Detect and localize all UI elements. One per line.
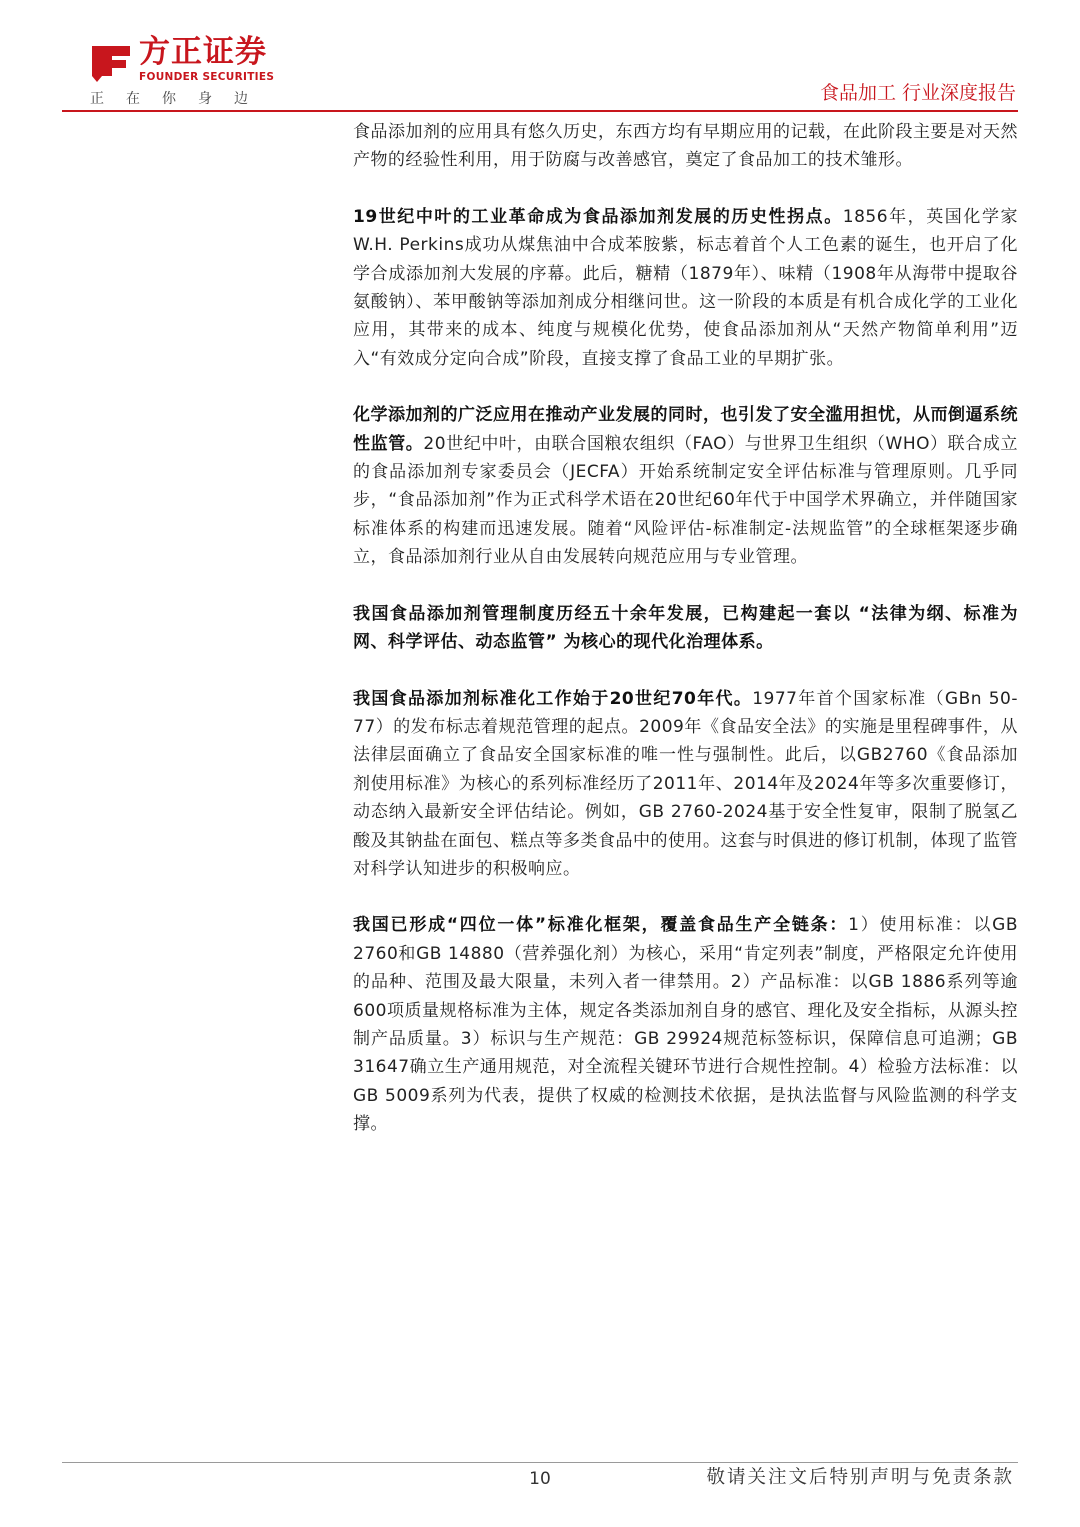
paragraph-text: 食品添加剂的应用具有悠久历史，东西方均有早期应用的记载，在此阶段主要是对天然产物的经验性利用，用于防腐与改善感官，奠定了食品加工的技术雏形。 (353, 122, 1018, 171)
paragraph (353, 203, 1018, 373)
paragraph-lead: 我国食品添加剂管理制度历经五十余年发展，已构建起一套以 “法律为纲、标准为网、科学评估、动态监管” 为核心的现代化治理体系。 (353, 603, 1018, 653)
header-divider (62, 110, 1018, 112)
paragraph (353, 401, 1018, 571)
paragraph (353, 600, 1018, 657)
brand-name-en: FOUNDER SECURITIES (139, 71, 275, 83)
paragraph-text: 1977年首个国家标准（GBn 50-77）的发布标志着规范管理的起点。2009年《食品安全法》的实施是里程碑事件，从法律层面确立了食品安全国家标准的唯一性与强制性。此后，以GB2760《食品添加剂使用标准》为核心的系列标准经历了2011年、2014年及2024年等多次重要修订，动态纳入最新安全评估结论。例如，GB 2760-2024基于安全性复审，限制了脱氢乙酸及其钠盐在面包、糕点等多类食品中的使用。这套与时俱进的修订机制，体现了监管对科学认知进步的积极响应。 (353, 688, 1018, 879)
founder-logo-icon (88, 38, 134, 84)
report-body (353, 118, 1018, 1167)
report-type: 食品加工 行业深度报告 (819, 82, 1016, 104)
footer-divider (62, 1462, 1018, 1463)
paragraph (353, 911, 1018, 1138)
page-number: 10 (529, 1469, 551, 1489)
paragraph (353, 685, 1018, 884)
paragraph-lead: 我国食品添加剂标准化工作始于20世纪70年代。 (353, 688, 753, 709)
brand-slogan: 正在你身边 (90, 91, 270, 107)
paragraph-lead: 我国已形成“四位一体”标准化框架，覆盖食品生产全链条： (353, 915, 849, 936)
paragraph-text: 20世纪中叶，由联合国粮农组织（FAO）与世界卫生组织（WHO）联合成立的食品添加剂专家委员会（JECFA）开始系统制定安全评估标准与管理原则。几乎同步，“食品添加剂”作为正式科学术语在20世纪60年代于中国学术界确立，并伴随国家标准体系的构建而迅速发展。随着“风险评估-标准制定-法规监管”的全球框架逐步确立，食品添加剂行业从自由发展转向规范应用与专业管理。 (353, 433, 1018, 568)
paragraph-lead: 19世纪中叶的工业革命成为食品添加剂发展的历史性拐点。 (353, 206, 843, 227)
paragraph-lead: 化学添加剂的广泛应用在推动产业发展的同时，也引发了安全滥用担忧，从而倒逼系统性监管。 (353, 405, 1018, 454)
page-header (0, 0, 1080, 112)
brand-name-cn: 方正证券 (139, 34, 267, 70)
disclaimer-link[interactable]: 敬请关注文后特别声明与免责条款 (706, 1467, 1014, 1488)
paragraph-text: 1）使用标准：以GB 2760和GB 14880（营养强化剂）为核心，采用“肯定列表”制度，严格限定允许使用的品种、范围及最大限量，未列入者一律禁用。2）产品标准：以GB 1886系列等逾600项质量规格标准为主体，规定各类添加剂自身的感官、理化及安全指标，从源头控制产品质量。3）标识与生产规范：GB 29924规范标签标识，保障信息可追溯；GB 31647确立生产通用规范，对全流程关键环节进行合规性控制。4）检验方法标准：以GB 5009系列为代表，提供了权威的检测技术依据，是执法监督与风险监测的科学支撑。 (353, 915, 1018, 1135)
paragraph-text: 1856年，英国化学家W.H. Perkins成功从煤焦油中合成苯胺紫，标志着首个人工色素的诞生，也开启了化学合成添加剂大发展的序幕。此后，糖精（1879年）、味精（1908年从海带中提取谷氨酸钠）、苯甲酸钠等添加剂成分相继问世。这一阶段的本质是有机合成化学的工业化应用，其带来的成本、纯度与规模化优势，使食品添加剂从“天然产物简单利用”迈入“有效成分定向合成”阶段，直接支撑了食品工业的早期扩张。 (353, 206, 1019, 369)
paragraph (353, 118, 1018, 175)
